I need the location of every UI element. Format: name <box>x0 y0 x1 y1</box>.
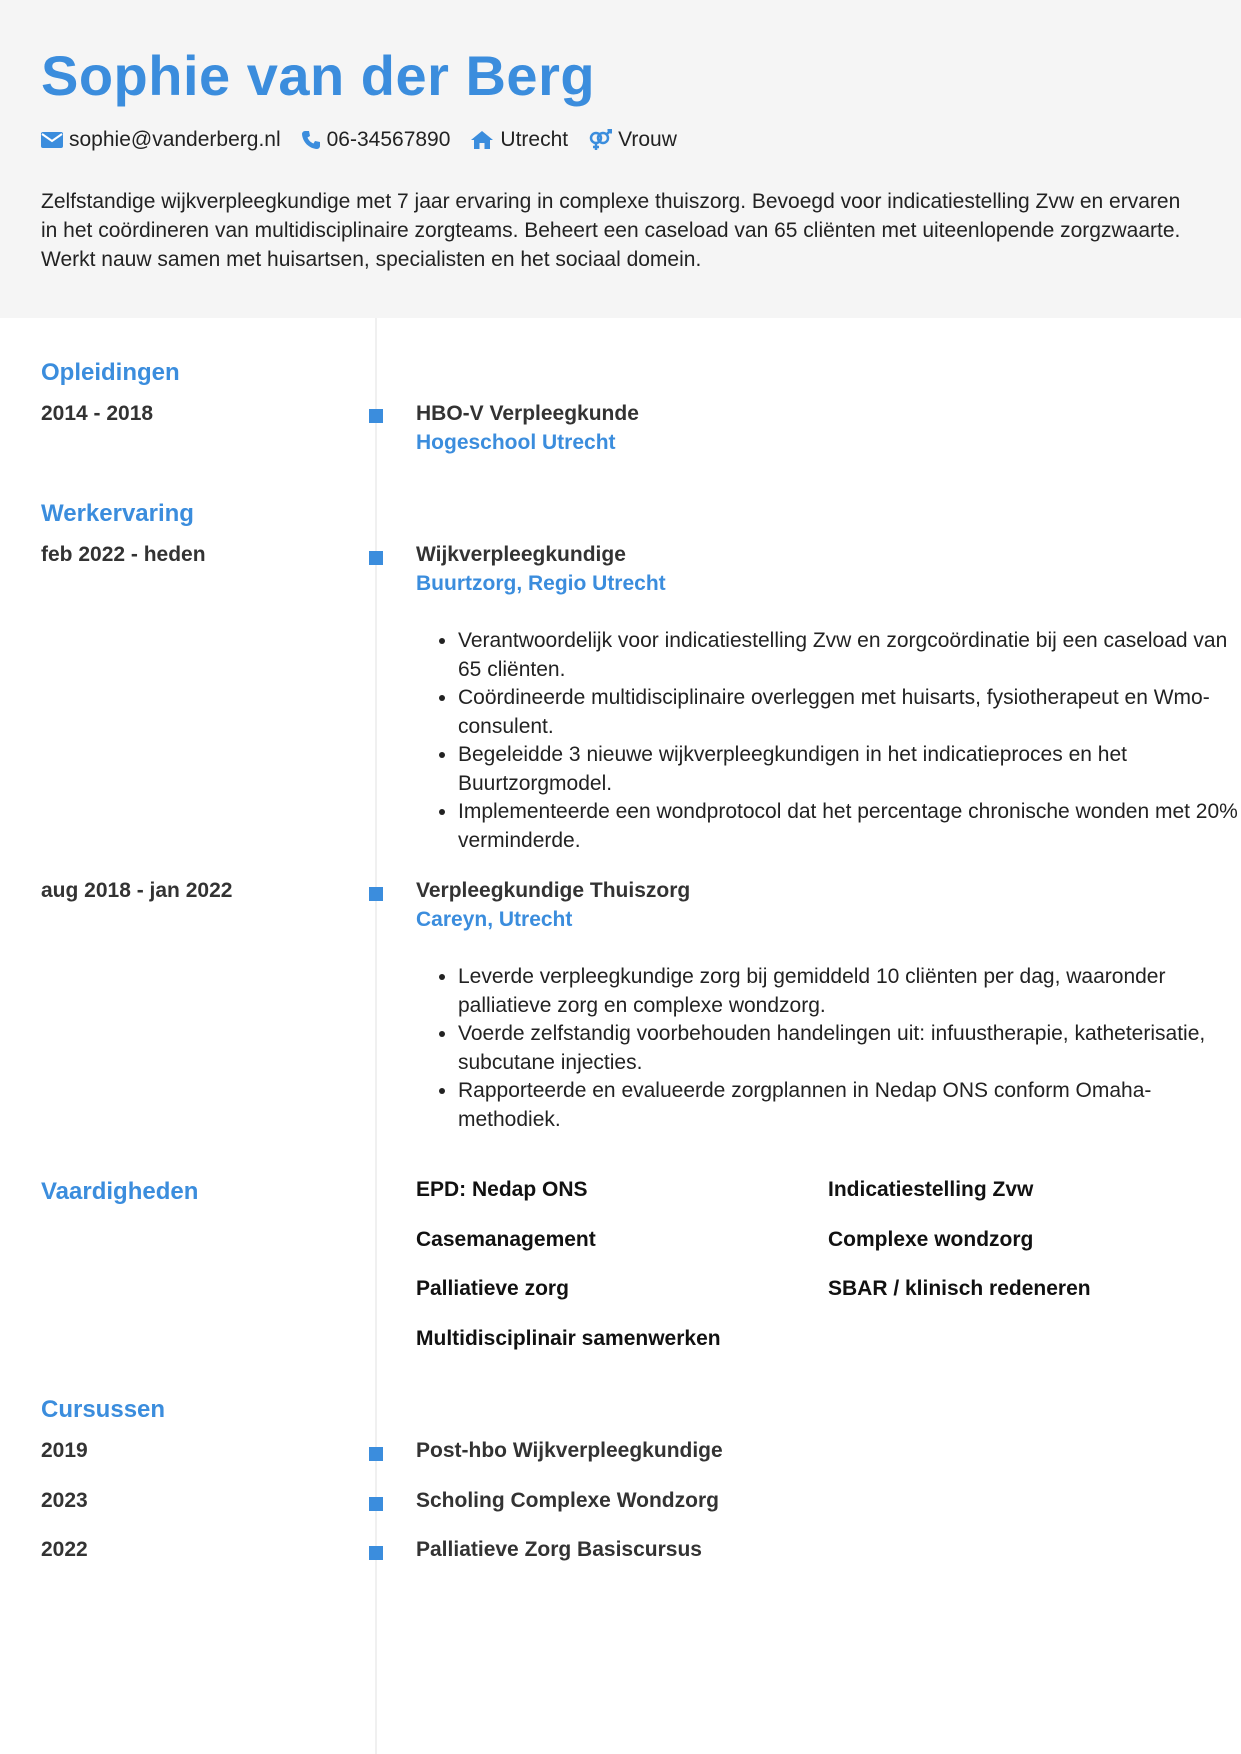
bullet-item: • Implementeerde een wondprotocol dat het percentage chronische wonden met 20% verminderde. <box>458 798 1238 855</box>
envelope-icon <box>41 132 63 148</box>
courses-heading: Cursussen <box>41 1396 166 1423</box>
bullet-item: • Coördineerde multidisciplinaire overleggen met huisarts, fysiotherapeut en Wmo-consulent. <box>458 684 1238 741</box>
timeline-marker <box>369 1497 383 1511</box>
skill-item: EPD: Nedap ONS <box>416 1178 588 1201</box>
bullet-item: • Rapporteerde en evalueerde zorgplannen in Nedap ONS conform Omaha-methodiek. <box>458 1077 1238 1134</box>
contact-phone[interactable] <box>301 128 451 152</box>
course-name: Scholing Complexe Wondzorg <box>416 1489 719 1512</box>
job-organization: Buurtzorg, Regio Utrecht <box>416 572 666 595</box>
bullet-item: • Voerde zelfstandig voorbehouden handelingen uit: infuustherapie, katheterisatie, subcutane injecties. <box>458 1020 1238 1077</box>
timeline-marker <box>369 887 383 901</box>
job-title: Wijkverpleegkundige <box>416 543 626 566</box>
education-school: Hogeschool Utrecht <box>416 431 616 454</box>
job-title: Verpleegkundige Thuiszorg <box>416 879 691 902</box>
course-year: 2019 <box>41 1439 88 1462</box>
timeline-marker <box>369 1447 383 1461</box>
skill-item: Multidisciplinair samenwerken <box>416 1327 721 1350</box>
skill-item: Complexe wondzorg <box>828 1228 1034 1251</box>
skills-heading: Vaardigheden <box>41 1178 199 1205</box>
job-date: feb 2022 - heden <box>41 543 206 566</box>
bullet-item: • Begeleidde 3 nieuwe wijkverpleegkundigen in het indicatieproces en het Buurtzorgmodel. <box>458 741 1238 798</box>
job-bullets <box>416 963 1238 1134</box>
education-degree: HBO-V Verpleegkunde <box>416 402 639 425</box>
email-text: sophie@vanderberg.nl <box>69 128 281 151</box>
timeline-marker <box>369 551 383 565</box>
home-icon <box>470 130 494 150</box>
course-name: Post-hbo Wijkverpleegkundige <box>416 1439 723 1462</box>
course-year: 2022 <box>41 1538 88 1561</box>
timeline-marker <box>369 1546 383 1560</box>
bullet-item: • Leverde verpleegkundige zorg bij gemiddeld 10 cliënten per dag, waaronder palliatieve zorg en complexe wondzorg. <box>458 963 1238 1020</box>
education-heading: Opleidingen <box>41 359 180 386</box>
skill-item: Casemanagement <box>416 1228 596 1251</box>
timeline-divider <box>375 318 377 1754</box>
skill-item: SBAR / klinisch redeneren <box>828 1277 1091 1300</box>
contact-gender <box>588 128 677 152</box>
gender-text: Vrouw <box>618 128 677 151</box>
course-name: Palliatieve Zorg Basiscursus <box>416 1538 702 1561</box>
gender-icon <box>588 129 612 151</box>
job-date: aug 2018 - jan 2022 <box>41 879 233 902</box>
candidate-name: Sophie van der Berg <box>41 44 596 107</box>
contact-email[interactable] <box>41 128 281 152</box>
course-year: 2023 <box>41 1489 88 1512</box>
job-bullets <box>416 627 1238 855</box>
contact-city <box>470 128 568 152</box>
city-text: Utrecht <box>500 128 569 151</box>
profile-summary: Zelfstandige wijkverpleegkundige met 7 jaar ervaring in complexe thuiszorg. Bevoegd voor indicatiestelling Zvw en ervaren in het coördineren van multidisciplinaire zorgteams. Beheert een caseload van 65 cliënten met uiteenlopende zorgzwaarte. Werkt nauw samen met huisartsen, specialisten en het sociaal domein. <box>41 190 1181 271</box>
header <box>0 0 1241 318</box>
job-organization: Careyn, Utrecht <box>416 908 573 931</box>
bullet-item: • Verantwoordelijk voor indicatiestelling Zvw en zorgcoördinatie bij een caseload van 65 cliënten. <box>458 627 1238 684</box>
phone-text: 06-34567890 <box>326 128 451 151</box>
experience-heading: Werkervaring <box>41 500 194 527</box>
phone-icon <box>301 130 321 150</box>
skill-item: Palliatieve zorg <box>416 1277 569 1300</box>
skill-item: Indicatiestelling Zvw <box>828 1178 1034 1201</box>
contact-bar <box>41 128 697 152</box>
education-date: 2014 - 2018 <box>41 402 154 425</box>
timeline-marker <box>369 409 383 423</box>
